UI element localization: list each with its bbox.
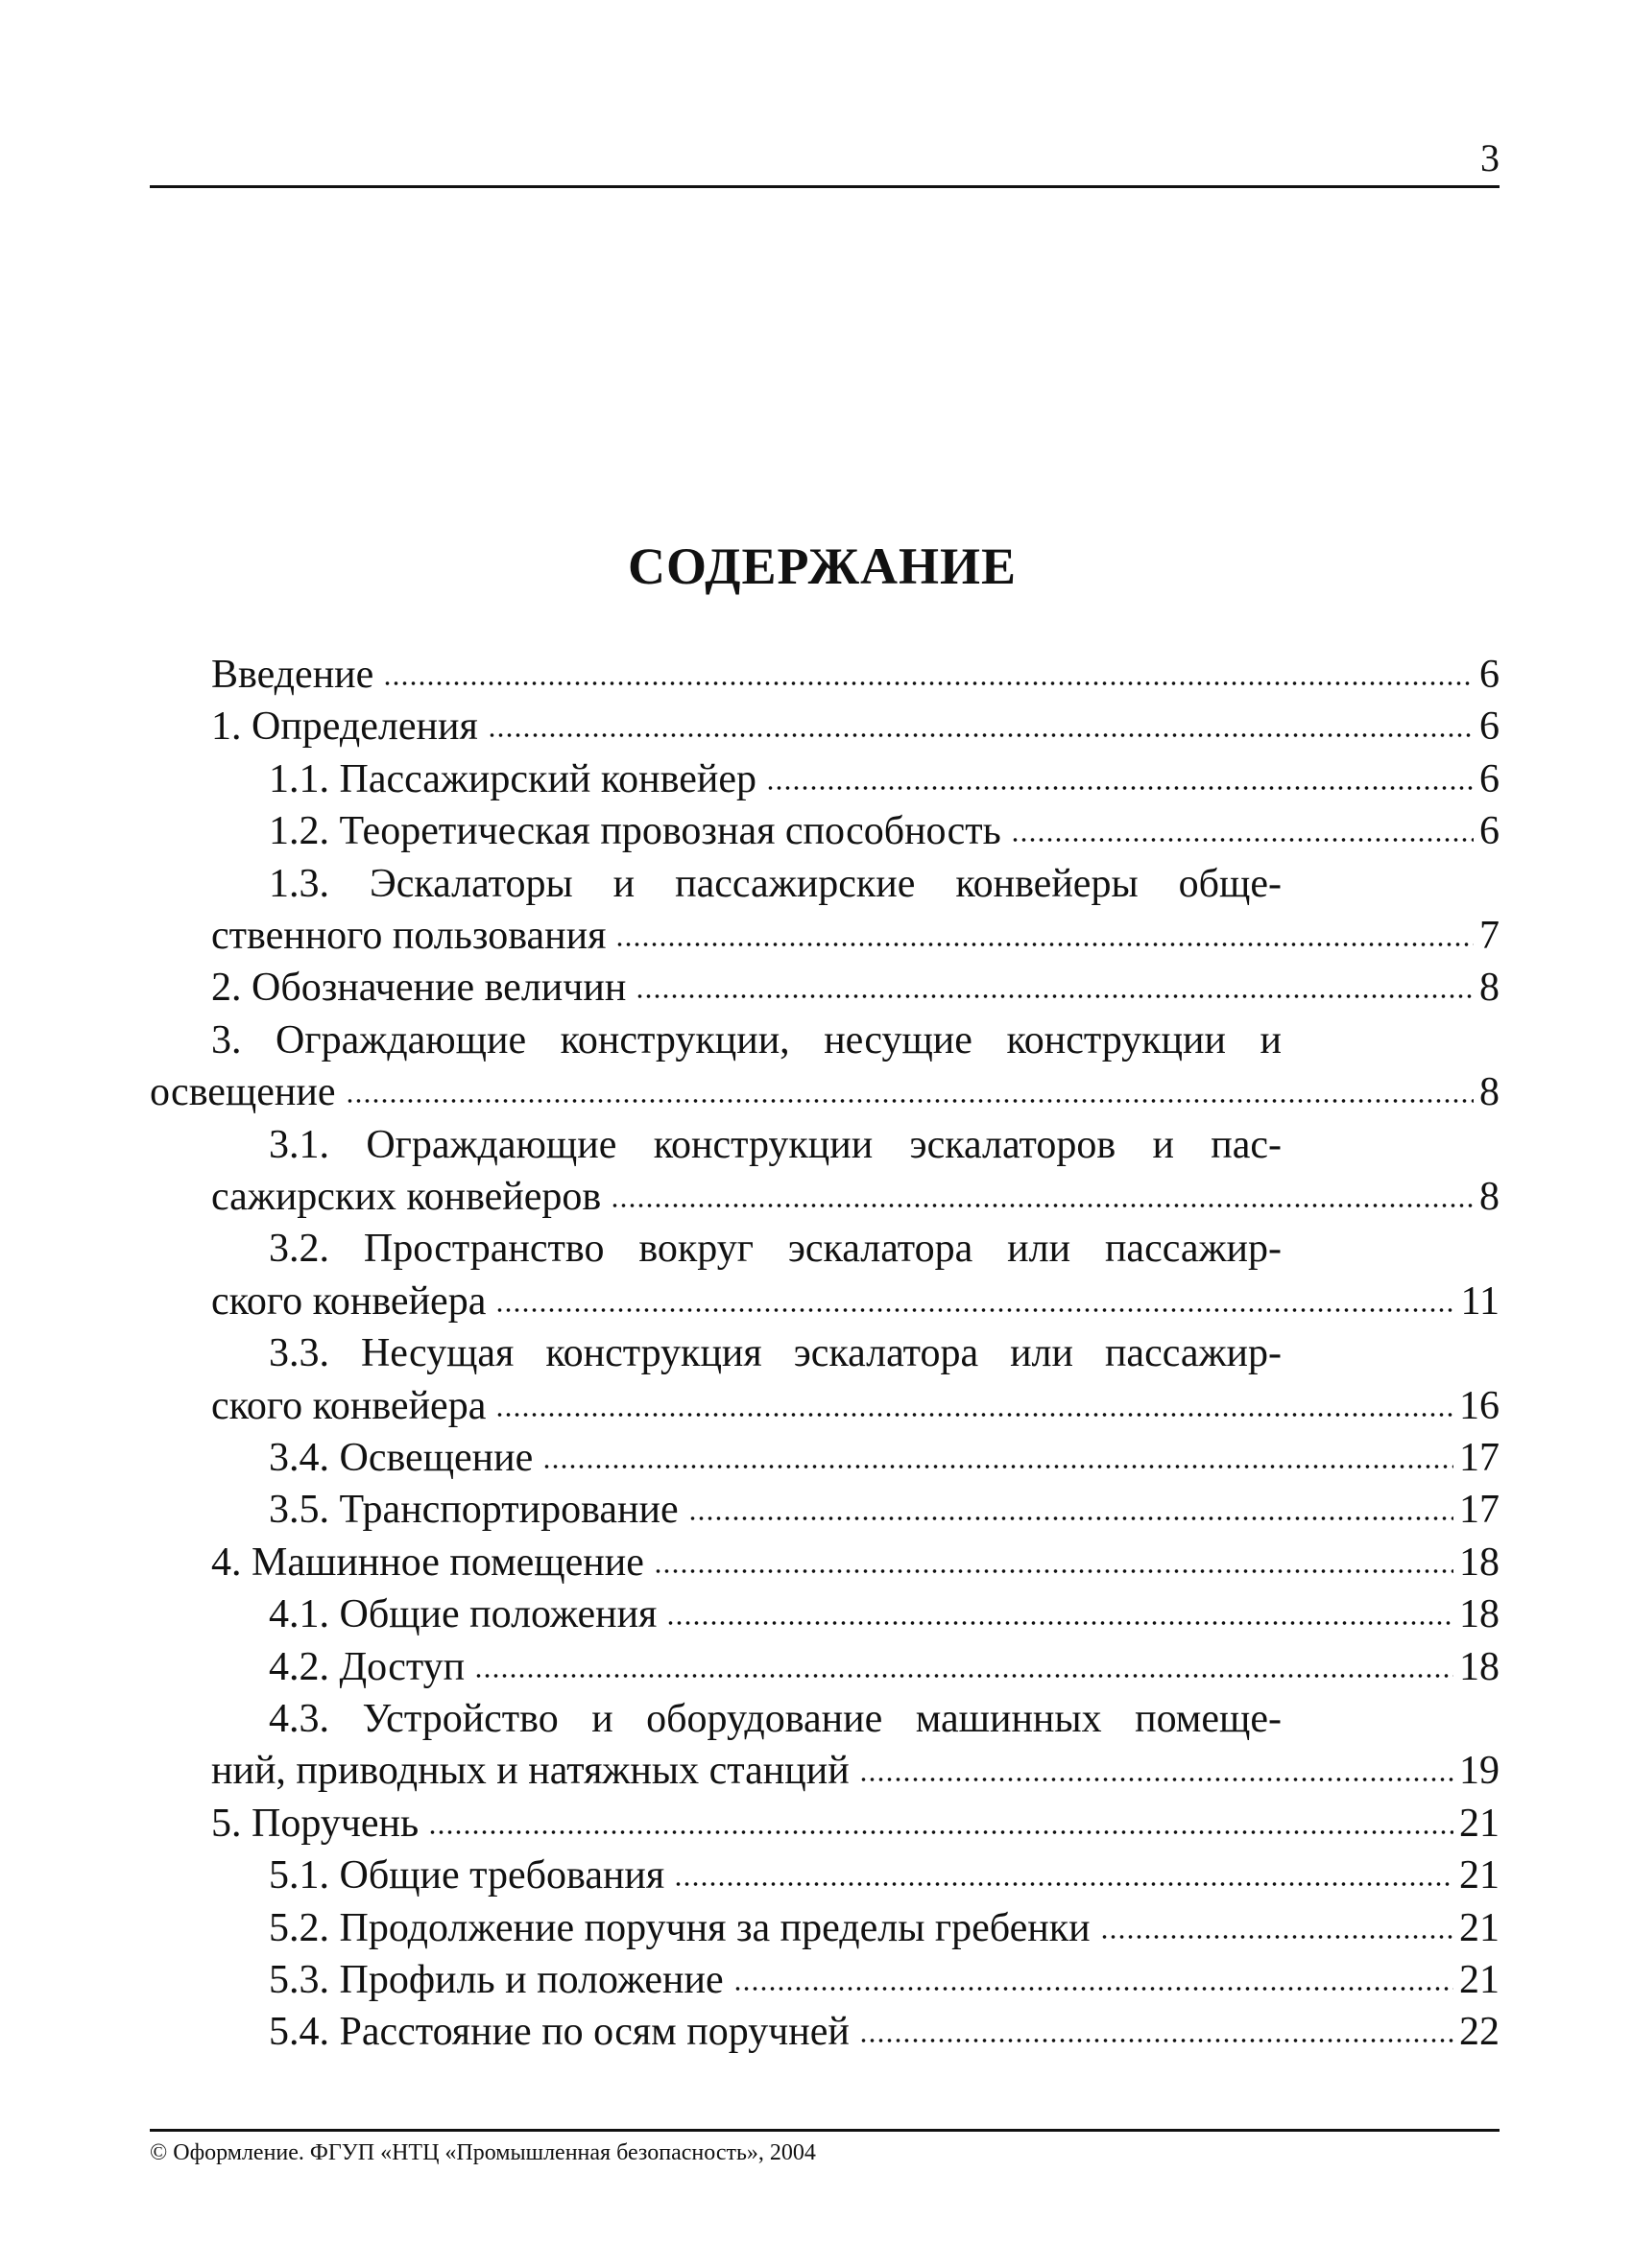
dot-leader xyxy=(688,1516,1453,1520)
dot-leader xyxy=(666,1621,1453,1625)
dot-leader xyxy=(383,681,1474,685)
toc-entry[interactable] xyxy=(211,910,1500,962)
toc-entry[interactable] xyxy=(211,1276,1500,1327)
footer-rule xyxy=(150,2129,1500,2132)
toc-entry-title: 5.1. Общие требования xyxy=(269,1853,665,1898)
toc-page-number: 21 xyxy=(1459,1958,1500,2002)
toc-page-number: 6 xyxy=(1479,653,1500,697)
toc-entry-title: ственного пользования xyxy=(211,914,607,958)
toc-entry[interactable] xyxy=(269,1432,1500,1484)
toc-entry-title: 4. Машинное помещение xyxy=(211,1540,644,1585)
toc-page-number: 21 xyxy=(1459,1802,1500,1846)
toc-entry-title: Введение xyxy=(211,653,374,697)
dot-leader xyxy=(654,1569,1453,1573)
toc-entry-title[interactable]: 3.3. Несущая конструкция эскалатора или пассажир- xyxy=(269,1331,1282,1375)
toc-entry[interactable] xyxy=(211,1798,1500,1850)
toc-page-number: 7 xyxy=(1479,914,1500,958)
toc-entry-title: 4.2. Доступ xyxy=(269,1645,466,1689)
toc-entry-title[interactable]: 3.2. Пространство вокруг эскалатора или пассажир- xyxy=(269,1227,1282,1271)
toc-entry[interactable] xyxy=(269,1588,1500,1640)
toc-entry-title: 4.1. Общие положения xyxy=(269,1592,658,1636)
toc-entry[interactable] xyxy=(269,753,1500,805)
toc-entry[interactable] xyxy=(150,1066,1500,1118)
toc-entry-title: ского конвейера xyxy=(211,1279,487,1324)
toc-page-number: 17 xyxy=(1459,1488,1500,1532)
toc-entry[interactable] xyxy=(269,1954,1500,2006)
dot-leader xyxy=(346,1099,1475,1103)
dot-leader xyxy=(766,786,1474,790)
toc-page-number: 16 xyxy=(1459,1384,1500,1428)
toc-page-number: 6 xyxy=(1479,704,1500,749)
toc-entry[interactable] xyxy=(211,701,1500,752)
dot-leader xyxy=(542,1465,1453,1468)
toc-entry-title[interactable]: 3.1. Ограждающие конструкции эскалаторов и пас- xyxy=(269,1123,1282,1167)
toc-entry-title: ского конвейера xyxy=(211,1384,487,1428)
toc-page-number: 8 xyxy=(1479,1070,1500,1114)
toc-entry[interactable] xyxy=(269,1850,1500,1901)
copyright-footer: © Оформление. ФГУП «НТЦ «Промышленная безопасность», 2004 xyxy=(150,2140,816,2165)
toc-page-number: 21 xyxy=(1459,1853,1500,1898)
toc-page-number: 18 xyxy=(1459,1592,1500,1636)
toc-entry[interactable] xyxy=(211,962,1500,1014)
toc-page-number: 6 xyxy=(1479,809,1500,853)
toc-entry-title: освещение xyxy=(150,1070,336,1114)
toc-entry[interactable] xyxy=(269,1641,1500,1693)
toc-entry-title[interactable]: 3. Ограждающие конструкции, несущие конструкции и xyxy=(211,1018,1282,1062)
dot-leader xyxy=(495,1308,1454,1312)
toc-entry-title: 5.3. Профиль и положение xyxy=(269,1958,724,2002)
toc-page-number: 17 xyxy=(1459,1436,1500,1480)
toc-entry[interactable] xyxy=(269,805,1500,857)
toc-entry-title[interactable]: 1.3. Эскалаторы и пассажирские конвейеры обще- xyxy=(269,862,1282,906)
toc-page-number: 18 xyxy=(1459,1540,1500,1585)
toc-entry-title: 1. Определения xyxy=(211,704,478,749)
toc-entry[interactable] xyxy=(269,1902,1500,1954)
dot-leader xyxy=(859,1778,1453,1781)
toc-page-number: 19 xyxy=(1459,1749,1500,1793)
toc-entry[interactable] xyxy=(269,1484,1500,1536)
toc-entry[interactable] xyxy=(211,1537,1500,1588)
dot-leader xyxy=(488,733,1474,737)
toc-page-number: 22 xyxy=(1459,2010,1500,2054)
toc-title: СОДЕРЖАНИЕ xyxy=(628,537,1017,595)
toc-page-number: 8 xyxy=(1479,966,1500,1010)
toc-entry-title: 3.5. Транспортирование xyxy=(269,1488,679,1532)
toc-entry-title: 1.2. Теоретическая провозная способность xyxy=(269,809,1001,853)
toc-entry[interactable] xyxy=(211,1171,1500,1223)
dot-leader xyxy=(615,943,1474,946)
toc-entry-title: сажирских конвейеров xyxy=(211,1175,602,1219)
toc-entry[interactable] xyxy=(211,649,1500,701)
toc-page-number: 11 xyxy=(1460,1279,1500,1324)
toc-entry-title: 3.4. Освещение xyxy=(269,1436,534,1480)
toc-entry-title[interactable]: 4.3. Устройство и оборудование машинных помеще- xyxy=(269,1697,1282,1741)
dot-leader xyxy=(611,1204,1474,1207)
header-rule xyxy=(150,185,1500,188)
dot-leader xyxy=(474,1674,1453,1678)
page-number: 3 xyxy=(1480,136,1500,179)
dot-leader xyxy=(859,2039,1453,2042)
toc-entry[interactable] xyxy=(211,1745,1500,1797)
dot-leader xyxy=(1100,1935,1453,1939)
toc-page-number: 8 xyxy=(1479,1175,1500,1219)
dot-leader xyxy=(733,1987,1453,1991)
toc-entry-title: 5.4. Расстояние по осям поручней xyxy=(269,2010,850,2054)
toc-entry-title: 5. Поручень xyxy=(211,1802,420,1846)
dot-leader xyxy=(674,1882,1453,1886)
toc-page-number: 21 xyxy=(1459,1906,1500,1950)
dot-leader xyxy=(495,1413,1453,1417)
toc-entry-title: 5.2. Продолжение поручня за пределы гребенки xyxy=(269,1906,1091,1950)
dot-leader xyxy=(1011,838,1474,842)
toc-entry-title: ний, приводных и натяжных станций xyxy=(211,1749,850,1793)
dot-leader xyxy=(636,994,1474,998)
toc-entry-title: 1.1. Пассажирский конвейер xyxy=(269,757,756,801)
toc-entry[interactable] xyxy=(211,1380,1500,1432)
toc-entry-title: 2. Обозначение величин xyxy=(211,966,627,1010)
toc-entry[interactable] xyxy=(269,2006,1500,2058)
dot-leader xyxy=(428,1830,1453,1834)
toc-page-number: 18 xyxy=(1459,1645,1500,1689)
toc-page-number: 6 xyxy=(1479,757,1500,801)
